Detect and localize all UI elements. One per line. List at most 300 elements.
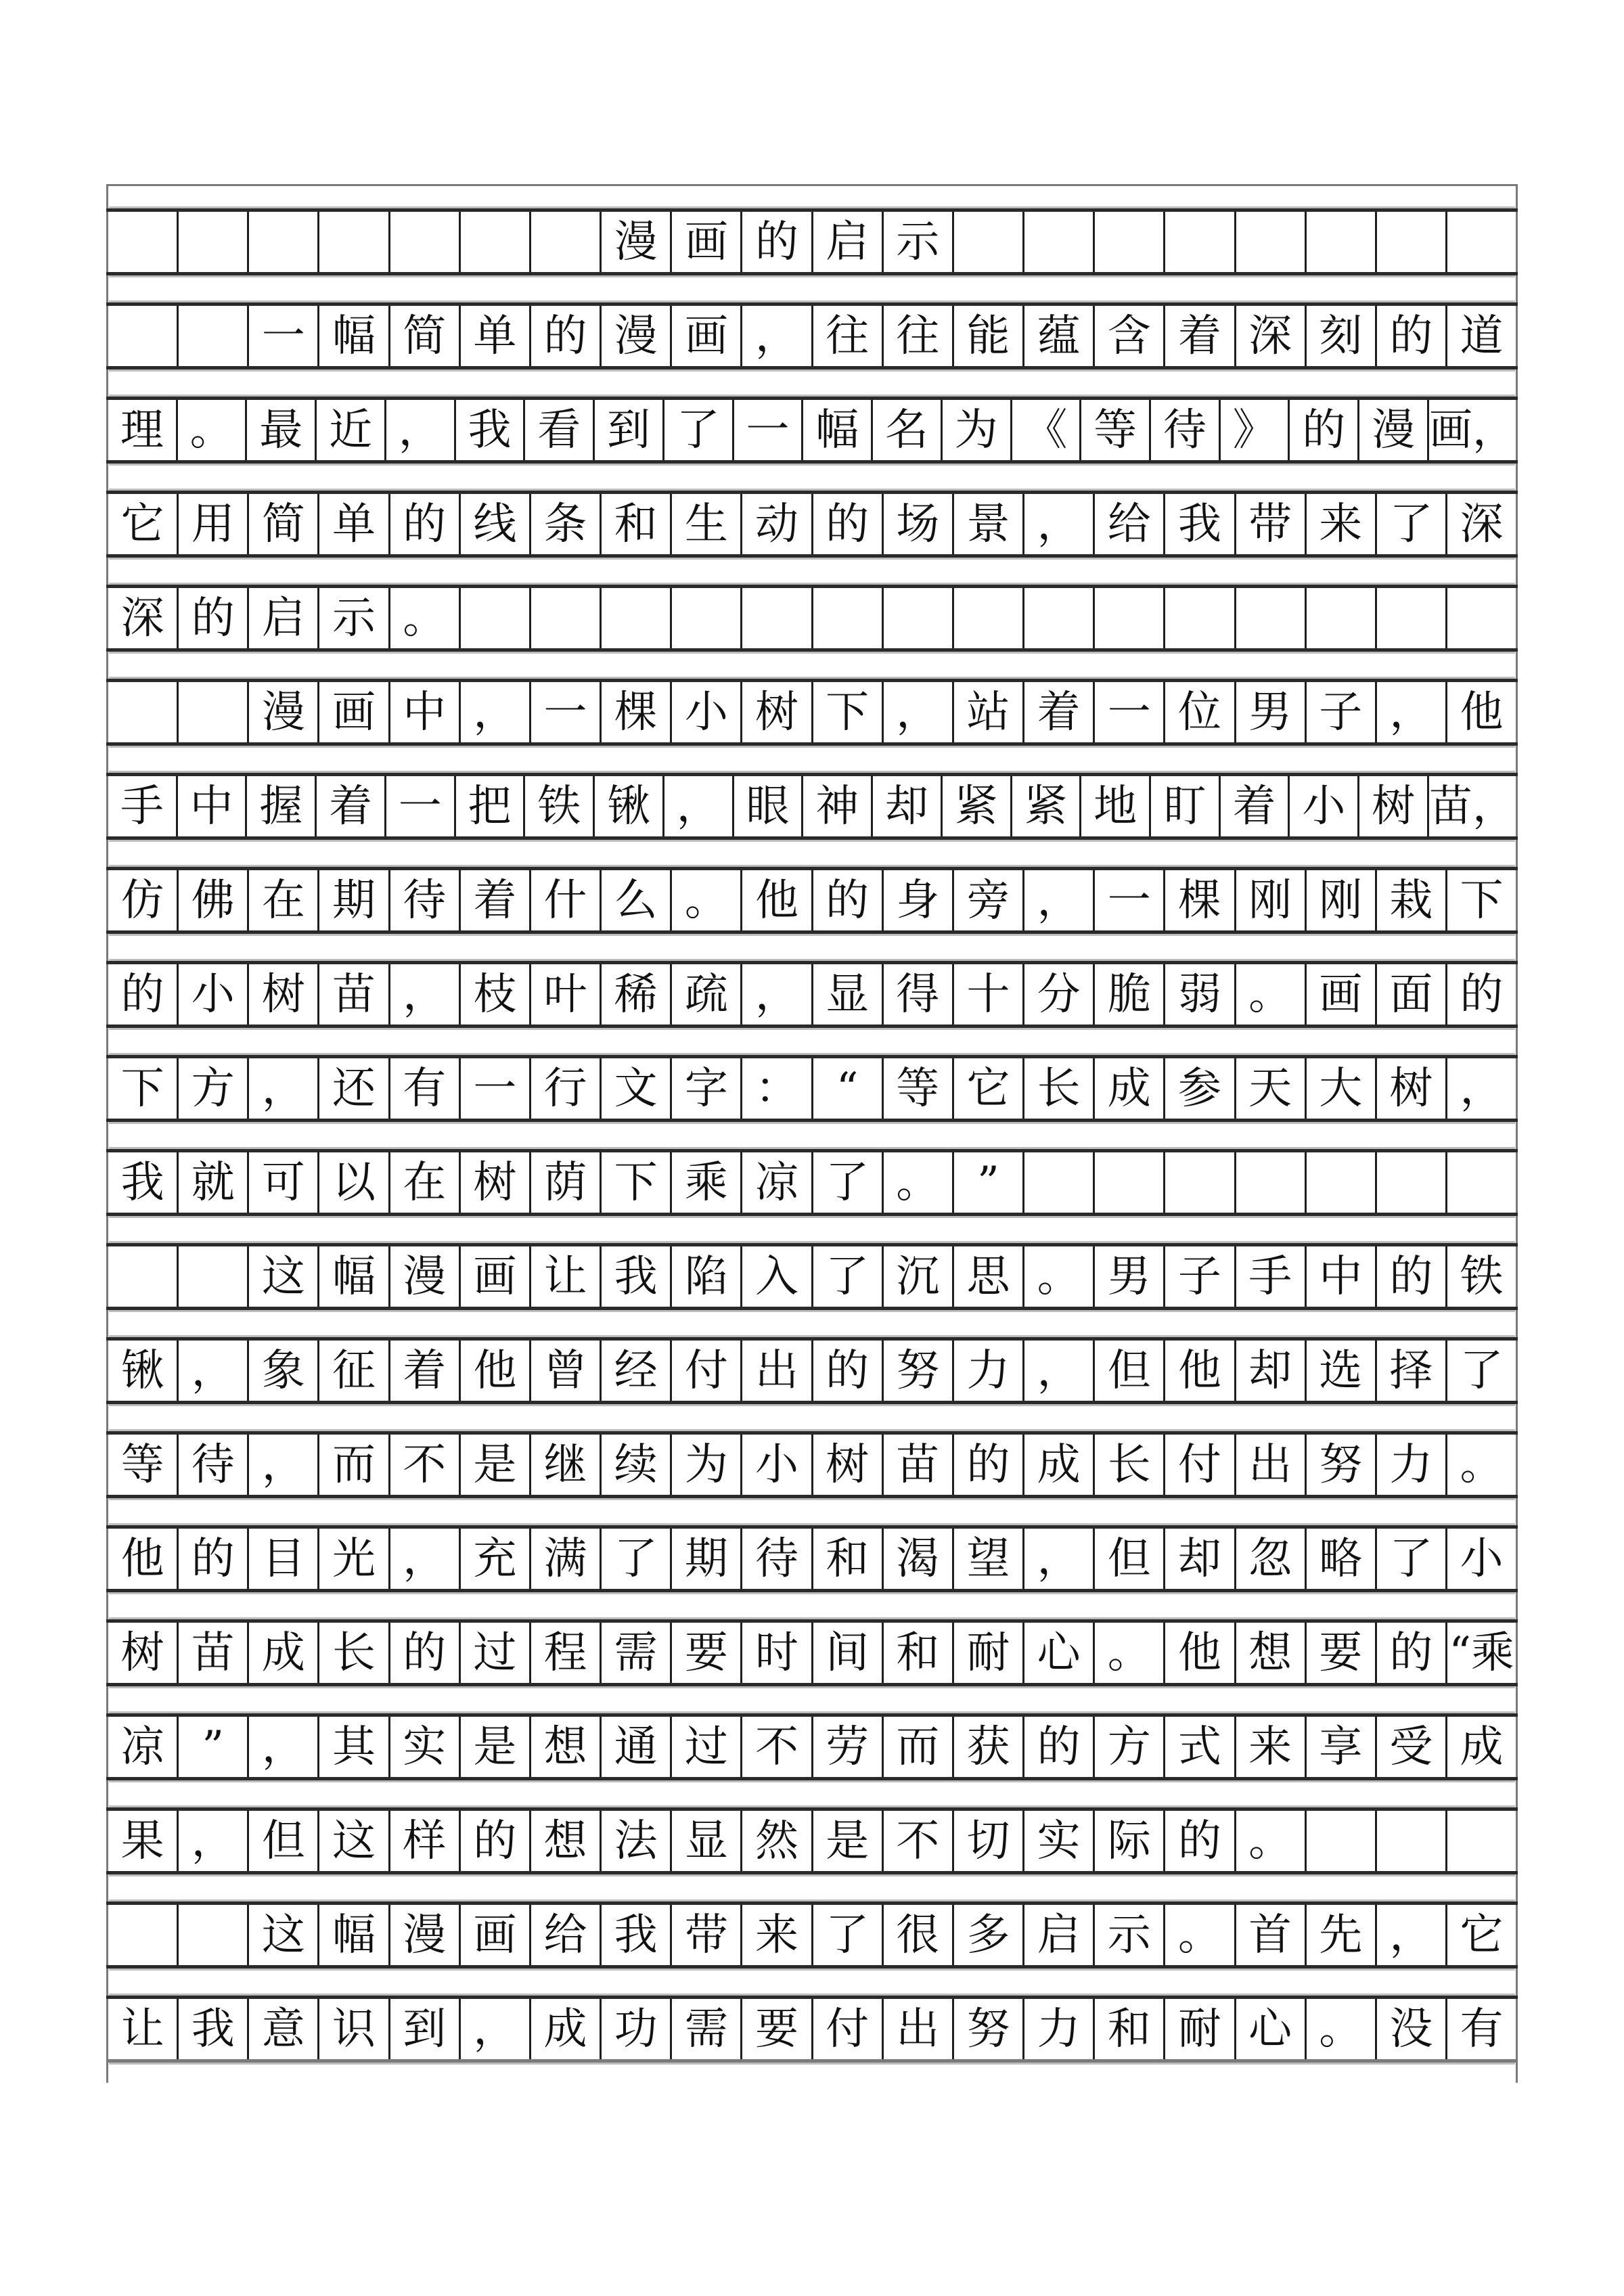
- text-row: [106, 679, 1518, 746]
- grid-cell: 。: [176, 400, 246, 460]
- grid-cell: [1305, 1811, 1375, 1871]
- text-row: [106, 773, 1518, 840]
- grid-cell: 略: [1305, 1529, 1375, 1589]
- grid-cell: ，: [1445, 1058, 1518, 1119]
- grid-cell: [459, 212, 529, 272]
- grid-cell: 的: [811, 494, 882, 554]
- grid-cell: 荫: [529, 1152, 600, 1213]
- grid-cell: [106, 212, 177, 272]
- grid-cell: 等: [106, 1435, 177, 1495]
- grid-cell: ，: [459, 1999, 529, 2059]
- grid-cell: 期: [670, 1529, 740, 1589]
- grid-cell: 努: [882, 1341, 952, 1401]
- grid-cell: 凉: [740, 1152, 811, 1213]
- grid-cell: 手: [1234, 1246, 1305, 1307]
- grid-cell: “乘: [1445, 1623, 1518, 1683]
- grid-cell: 面: [1375, 964, 1445, 1025]
- grid-cell: 佛: [177, 870, 247, 930]
- grid-cell: 曾: [529, 1341, 600, 1401]
- grid-cell: 栽: [1375, 870, 1445, 930]
- grid-cell: 名: [871, 400, 941, 460]
- grid-cell: 的: [388, 1623, 459, 1683]
- text-row: [106, 1149, 1518, 1216]
- grid-cell: 下: [811, 682, 882, 742]
- grid-cell: 待: [740, 1529, 811, 1589]
- grid-cell: 成: [1022, 1435, 1093, 1495]
- grid-cell: 的: [1163, 1811, 1234, 1871]
- grid-cell: 含: [1093, 306, 1163, 366]
- grid-cell: “: [811, 1058, 882, 1119]
- grid-cell: 成: [529, 1999, 600, 2059]
- grid-cell: 参: [1163, 1058, 1234, 1119]
- grid-cell: 画: [317, 682, 388, 742]
- grid-cell: 苗，: [1427, 776, 1518, 836]
- grid-cell: 十: [952, 964, 1022, 1025]
- grid-cell: 实: [1022, 1811, 1093, 1871]
- grid-cell: 漫: [388, 1905, 459, 1965]
- grid-cell: 能: [952, 306, 1022, 366]
- grid-cell: 紧: [1010, 776, 1080, 836]
- grid-cell: 小: [1288, 776, 1357, 836]
- grid-cell: [1305, 1152, 1375, 1213]
- grid-cell: 示: [1093, 1905, 1163, 1965]
- grid-cell: 男: [1093, 1246, 1163, 1307]
- grid-cell: 近: [315, 400, 384, 460]
- grid-cell: 的: [1288, 400, 1357, 460]
- grid-cell: 带: [1234, 494, 1305, 554]
- grid-cell: [1093, 588, 1163, 648]
- grid-cell: 是: [459, 1717, 529, 1777]
- text-row: [106, 397, 1518, 464]
- grid-cell: 幅: [317, 306, 388, 366]
- grid-cell: 一: [1093, 870, 1163, 930]
- grid-cell: 不: [740, 1717, 811, 1777]
- grid-cell: 仿: [106, 870, 177, 930]
- grid-cell: 待: [177, 1435, 247, 1495]
- grid-cell: 生: [670, 494, 740, 554]
- grid-cell: 其: [317, 1717, 388, 1777]
- grid-cell: 在: [388, 1152, 459, 1213]
- grid-cell: 出: [882, 1999, 952, 2059]
- grid-cell: 给: [529, 1905, 600, 1965]
- grid-cell: 方: [177, 1058, 247, 1119]
- grid-cell: ，: [1022, 1529, 1093, 1589]
- grid-cell: [882, 588, 952, 648]
- grid-cell: 子: [1163, 1246, 1234, 1307]
- grid-cell: 和: [811, 1529, 882, 1589]
- grid-cell: 的: [811, 1341, 882, 1401]
- grid-cell: 入: [740, 1246, 811, 1307]
- grid-cell: 刻: [1305, 306, 1375, 366]
- grid-cell: 字: [670, 1058, 740, 1119]
- grid-cell: 劳: [811, 1717, 882, 1777]
- grid-cell: 为: [670, 1435, 740, 1495]
- grid-cell: 成: [1093, 1058, 1163, 1119]
- grid-cell: 等: [1079, 400, 1149, 460]
- grid-cell: 力: [1022, 1999, 1093, 2059]
- grid-cell: 一: [247, 306, 317, 366]
- grid-cell: 但: [247, 1811, 317, 1871]
- grid-cell: 的: [952, 1435, 1022, 1495]
- grid-cell: 它: [952, 1058, 1022, 1119]
- grid-cell: 它: [1445, 1905, 1518, 1965]
- text-row: [106, 1807, 1518, 1874]
- grid-cell: 他: [1445, 682, 1518, 742]
- text-row: [106, 1713, 1518, 1780]
- grid-cell: 沉: [882, 1246, 952, 1307]
- grid-cell: 着: [1022, 682, 1093, 742]
- grid-cell: 了: [811, 1246, 882, 1307]
- grid-cell: 着: [315, 776, 384, 836]
- grid-cell: 通: [600, 1717, 670, 1777]
- grid-cell: 手: [106, 776, 176, 836]
- grid-cell: 要: [1305, 1623, 1375, 1683]
- grid-cell: 还: [317, 1058, 388, 1119]
- grid-cell: 子: [1305, 682, 1375, 742]
- grid-cell: 大: [1305, 1058, 1375, 1119]
- grid-cell: 神: [801, 776, 871, 836]
- grid-cell: 。: [1234, 964, 1305, 1025]
- grid-cell: 他: [106, 1529, 177, 1589]
- grid-cell: 要: [670, 1623, 740, 1683]
- grid-cell: 选: [1305, 1341, 1375, 1401]
- grid-cell: [1022, 588, 1093, 648]
- text-row: [106, 1431, 1518, 1498]
- grid-cell: 继: [529, 1435, 600, 1495]
- grid-cell: 我: [1163, 494, 1234, 554]
- grid-cell: [811, 588, 882, 648]
- grid-cell: 我: [600, 1905, 670, 1965]
- text-row: [106, 1525, 1518, 1592]
- grid-cell: 努: [1305, 1435, 1375, 1495]
- grid-cell: [1093, 212, 1163, 272]
- grid-cell: ，: [388, 964, 459, 1025]
- grid-cell: 锹: [106, 1341, 177, 1401]
- grid-cell: 了: [1375, 494, 1445, 554]
- grid-cell: 简: [247, 494, 317, 554]
- grid-cell: 。: [1234, 1811, 1305, 1871]
- grid-cell: 动: [740, 494, 811, 554]
- grid-cell: 想: [1234, 1623, 1305, 1683]
- grid-cell: 稀: [600, 964, 670, 1025]
- grid-cell: 续: [600, 1435, 670, 1495]
- grid-cell: 择: [1375, 1341, 1445, 1401]
- grid-cell: 的: [177, 1529, 247, 1589]
- grid-cell: 可: [247, 1152, 317, 1213]
- grid-cell: 受: [1375, 1717, 1445, 1777]
- title-character-cell: 启: [811, 212, 882, 272]
- grid-cell: 却: [1234, 1341, 1305, 1401]
- grid-cell: 得: [882, 964, 952, 1025]
- grid-cell: 深: [106, 588, 177, 648]
- grid-cell: [1234, 212, 1305, 272]
- grid-cell: 象: [247, 1341, 317, 1401]
- grid-cell: 着: [1219, 776, 1288, 836]
- grid-cell: 了: [811, 1152, 882, 1213]
- grid-cell: 际: [1093, 1811, 1163, 1871]
- grid-cell: [952, 588, 1022, 648]
- grid-cell: 耐: [952, 1623, 1022, 1683]
- grid-cell: [247, 212, 317, 272]
- grid-cell: [1093, 1152, 1163, 1213]
- grid-cell: 时: [740, 1623, 811, 1683]
- grid-cell: 苗: [177, 1623, 247, 1683]
- grid-cell: 这: [317, 1811, 388, 1871]
- grid-cell: 获: [952, 1717, 1022, 1777]
- grid-cell: 简: [388, 306, 459, 366]
- grid-cell: 乘: [670, 1152, 740, 1213]
- grid-cell: 来: [1305, 494, 1375, 554]
- grid-cell: 的: [459, 1811, 529, 1871]
- grid-cell: 过: [459, 1623, 529, 1683]
- grid-cell: 苗: [317, 964, 388, 1025]
- grid-cell: 成: [1445, 1717, 1518, 1777]
- grid-cell: 我: [454, 400, 524, 460]
- grid-cell: [1163, 588, 1234, 648]
- grid-cell: 树: [811, 1435, 882, 1495]
- grid-cell: 有: [1445, 1999, 1518, 2059]
- grid-cell: 。: [1305, 1999, 1375, 2059]
- grid-cell: [177, 682, 247, 742]
- grid-cell: 这: [247, 1905, 317, 1965]
- grid-cell: [529, 588, 600, 648]
- grid-cell: 握: [245, 776, 315, 836]
- grid-cell: ”: [952, 1152, 1022, 1213]
- title-character-cell: 示: [882, 212, 952, 272]
- grid-cell: 带: [670, 1905, 740, 1965]
- grid-cell: 力: [952, 1341, 1022, 1401]
- grid-cell: 的: [1375, 306, 1445, 366]
- grid-cell: 眼: [732, 776, 802, 836]
- grid-cell: 多: [952, 1905, 1022, 1965]
- grid-cell: [1022, 212, 1093, 272]
- grid-cell: 。: [1445, 1435, 1518, 1495]
- text-row: [106, 961, 1518, 1028]
- grid-cell: 它: [106, 494, 177, 554]
- grid-cell: 的: [1375, 1623, 1445, 1683]
- grid-cell: 幅: [317, 1905, 388, 1965]
- text-row: [106, 867, 1518, 934]
- grid-cell: [1375, 1811, 1445, 1871]
- grid-cell: 画，: [1427, 400, 1518, 460]
- grid-cell: 不: [882, 1811, 952, 1871]
- grid-cell: ，: [177, 1341, 247, 1401]
- grid-cell: 漫: [600, 306, 670, 366]
- grid-cell: ，: [1375, 682, 1445, 742]
- title-character-cell: 漫: [600, 212, 670, 272]
- grid-cell: [1234, 588, 1305, 648]
- grid-cell: 努: [952, 1999, 1022, 2059]
- grid-cell: 启: [247, 588, 317, 648]
- grid-cell: 紧: [941, 776, 1010, 836]
- grid-cell: 了: [1375, 1529, 1445, 1589]
- grid-cell: 他: [740, 870, 811, 930]
- grid-cell: 刚: [1234, 870, 1305, 930]
- grid-cell: 叶: [529, 964, 600, 1025]
- grid-cell: 成: [247, 1623, 317, 1683]
- grid-cell: [317, 212, 388, 272]
- grid-cell: 理: [106, 400, 176, 460]
- grid-cell: 的: [811, 870, 882, 930]
- grid-cell: 小: [177, 964, 247, 1025]
- grid-cell: 满: [529, 1529, 600, 1589]
- grid-cell: ，: [1022, 494, 1093, 554]
- grid-cell: 样: [388, 1811, 459, 1871]
- grid-cell: ，: [1375, 1905, 1445, 1965]
- grid-cell: 但: [1093, 1529, 1163, 1589]
- grid-cell: 一: [732, 400, 802, 460]
- grid-cell: ，: [247, 1435, 317, 1495]
- grid-cell: ”: [177, 1717, 247, 1777]
- grid-cell: 单: [317, 494, 388, 554]
- grid-cell: 经: [600, 1341, 670, 1401]
- grid-cell: 长: [317, 1623, 388, 1683]
- grid-cell: [1022, 1152, 1093, 1213]
- grid-cell: 就: [177, 1152, 247, 1213]
- grid-cell: [1375, 1152, 1445, 1213]
- grid-cell: 铁: [1445, 1246, 1518, 1307]
- grid-cell: 旁: [952, 870, 1022, 930]
- grid-cell: 地: [1079, 776, 1149, 836]
- grid-cell: 弱: [1163, 964, 1234, 1025]
- grid-cell: 。: [670, 870, 740, 930]
- grid-cell: 树: [1375, 1058, 1445, 1119]
- grid-cell: [106, 306, 177, 366]
- grid-cell: 么: [600, 870, 670, 930]
- grid-cell: ，: [388, 1529, 459, 1589]
- grid-cell: 天: [1234, 1058, 1305, 1119]
- title-row: [106, 208, 1518, 275]
- grid-cell: 的: [106, 964, 177, 1025]
- grid-cell: [1163, 212, 1234, 272]
- grid-cell: 来: [740, 1905, 811, 1965]
- grid-cell: [177, 1246, 247, 1307]
- grid-cell: 。: [882, 1152, 952, 1213]
- grid-cell: 而: [882, 1717, 952, 1777]
- grid-cell: 分: [1022, 964, 1093, 1025]
- grid-cell: 一: [384, 776, 454, 836]
- grid-cell: 付: [1163, 1435, 1234, 1495]
- grid-cell: ，: [1022, 870, 1093, 930]
- grid-cell: 和: [600, 494, 670, 554]
- grid-cell: 的: [388, 494, 459, 554]
- grid-cell: 不: [388, 1435, 459, 1495]
- grid-cell: [1445, 1811, 1518, 1871]
- grid-cell: 最: [245, 400, 315, 460]
- grid-cell: 却: [1163, 1529, 1234, 1589]
- grid-cell: 一: [1093, 682, 1163, 742]
- grid-cell: 锹: [593, 776, 662, 836]
- grid-cell: 力: [1375, 1435, 1445, 1495]
- grid-cell: [177, 212, 247, 272]
- grid-cell: [600, 588, 670, 648]
- grid-cell: 中: [388, 682, 459, 742]
- grid-cell: 脆: [1093, 964, 1163, 1025]
- grid-cell: 他: [459, 1341, 529, 1401]
- grid-cell: 是: [459, 1435, 529, 1495]
- grid-cell: 中: [1305, 1246, 1375, 1307]
- grid-cell: 他: [1163, 1623, 1234, 1683]
- grid-cell: 我: [106, 1152, 177, 1213]
- grid-cell: 果: [106, 1811, 177, 1871]
- grid-cell: 着: [1163, 306, 1234, 366]
- grid-cell: 充: [459, 1529, 529, 1589]
- grid-cell: 忽: [1234, 1529, 1305, 1589]
- grid-cell: 享: [1305, 1717, 1375, 1777]
- grid-cell: 光: [317, 1529, 388, 1589]
- grid-cell: ，: [740, 964, 811, 1025]
- composition-grid: [106, 208, 1518, 2063]
- grid-cell: 条: [529, 494, 600, 554]
- grid-cell: ，: [1022, 1341, 1093, 1401]
- grid-cell: 凉: [106, 1717, 177, 1777]
- grid-cell: 切: [952, 1811, 1022, 1871]
- grid-cell: 画: [1305, 964, 1375, 1025]
- grid-cell: 意: [247, 1999, 317, 2059]
- grid-cell: 等: [882, 1058, 952, 1119]
- grid-cell: [1163, 1152, 1234, 1213]
- grid-cell: ，: [247, 1058, 317, 1119]
- grid-cell: 线: [459, 494, 529, 554]
- grid-cell: [1305, 588, 1375, 648]
- grid-cell: 树: [740, 682, 811, 742]
- grid-cell: 的: [177, 588, 247, 648]
- grid-cell: 实: [388, 1717, 459, 1777]
- grid-cell: 》: [1219, 400, 1288, 460]
- grid-cell: 小: [1445, 1529, 1518, 1589]
- grid-cell: 身: [882, 870, 952, 930]
- grid-cell: 。: [1093, 1623, 1163, 1683]
- grid-cell: 心: [1022, 1623, 1093, 1683]
- grid-cell: 待: [1149, 400, 1219, 460]
- grid-cell: 。: [388, 588, 459, 648]
- grid-cell: [1234, 1152, 1305, 1213]
- grid-cell: 先: [1305, 1905, 1375, 1965]
- grid-cell: 方: [1093, 1717, 1163, 1777]
- grid-cell: 站: [952, 682, 1022, 742]
- grid-cell: ，: [177, 1811, 247, 1871]
- text-row: [106, 1337, 1518, 1404]
- grid-cell: 一: [459, 1058, 529, 1119]
- grid-cell: 在: [247, 870, 317, 930]
- grid-cell: 心: [1234, 1999, 1305, 2059]
- grid-cell: 有: [388, 1058, 459, 1119]
- grid-cell: 和: [882, 1623, 952, 1683]
- grid-cell: 着: [388, 1341, 459, 1401]
- grid-cell: 很: [882, 1905, 952, 1965]
- grid-cell: [388, 212, 459, 272]
- grid-cell: 了: [1445, 1341, 1518, 1401]
- grid-cell: 棵: [600, 682, 670, 742]
- grid-cell: 铁: [523, 776, 593, 836]
- grid-cell: 他: [1163, 1341, 1234, 1401]
- grid-cell: 看: [523, 400, 593, 460]
- grid-cell: [177, 306, 247, 366]
- grid-cell: 男: [1234, 682, 1305, 742]
- grid-cell: 景: [952, 494, 1022, 554]
- grid-cell: 画: [459, 1246, 529, 1307]
- grid-cell: 的: [1022, 1717, 1093, 1777]
- grid-cell: ，: [459, 682, 529, 742]
- grid-cell: 目: [247, 1529, 317, 1589]
- grid-cell: 启: [1022, 1905, 1093, 1965]
- grid-cell: 下: [1445, 870, 1518, 930]
- grid-cell: 征: [317, 1341, 388, 1401]
- grid-cell: 渴: [882, 1529, 952, 1589]
- grid-cell: 待: [388, 870, 459, 930]
- grid-cell: 和: [1093, 1999, 1163, 2059]
- grid-cell: 树: [106, 1623, 177, 1683]
